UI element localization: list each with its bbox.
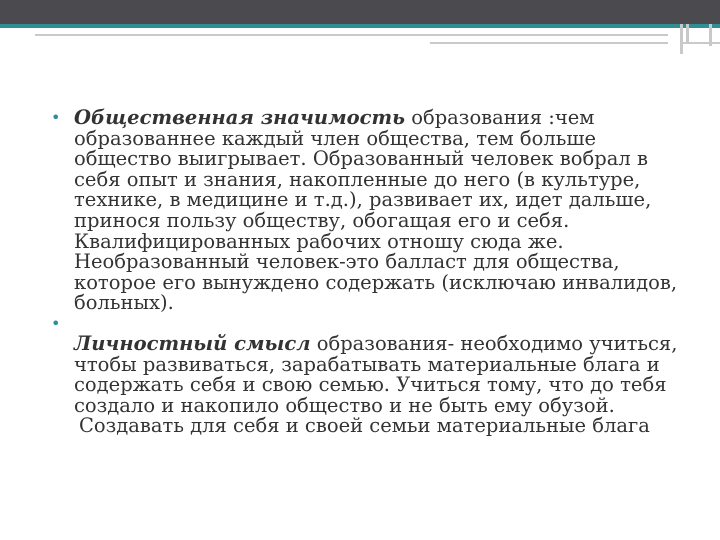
decorative-rule — [430, 42, 668, 44]
decorative-rule — [683, 42, 720, 44]
decorative-rule — [709, 24, 712, 46]
paragraph-text: образования :чем образованнее каждый член общества, тем больше общество выигрывает. Образованный человек вобрал в себя опыт и знания, накопленные до него (в культуре, технике, в медицине и т.д.), развивает их, идет дальше, принося пользу обществу, обогащая его и себя. Квалифицированных рабочих отношу сюда же. Необразованный человек-это балласт для общества, которое его вынуждено содержать (исключаю инвалидов, больных). — [74, 106, 678, 315]
slide-body — [51, 108, 681, 437]
accent-strip — [0, 24, 720, 28]
bullet-icon: • — [51, 313, 61, 333]
bullet-paragraph — [51, 331, 681, 417]
term-personal-meaning: Личностный смысл — [74, 331, 311, 355]
paragraph-text: образования- необходимо учиться, чтобы развиваться, зарабатывать материальные блага и содержать себя и свою семью. Учиться тому, что до тебя создало и накопило общество и не быть ему обузой. — [74, 331, 678, 417]
term-public-significance: Общественная значимость — [74, 106, 406, 129]
empty-bullet — [51, 314, 681, 334]
bullet-paragraph — [51, 108, 681, 314]
bullet-icon: • — [51, 108, 61, 127]
top-band — [0, 0, 720, 24]
decorative-rule — [35, 34, 668, 36]
paragraph-text-extra: Создавать для себя и своей семьи материальные блага — [79, 414, 650, 438]
decorative-rule — [686, 24, 689, 42]
decorative-rule — [680, 24, 683, 54]
